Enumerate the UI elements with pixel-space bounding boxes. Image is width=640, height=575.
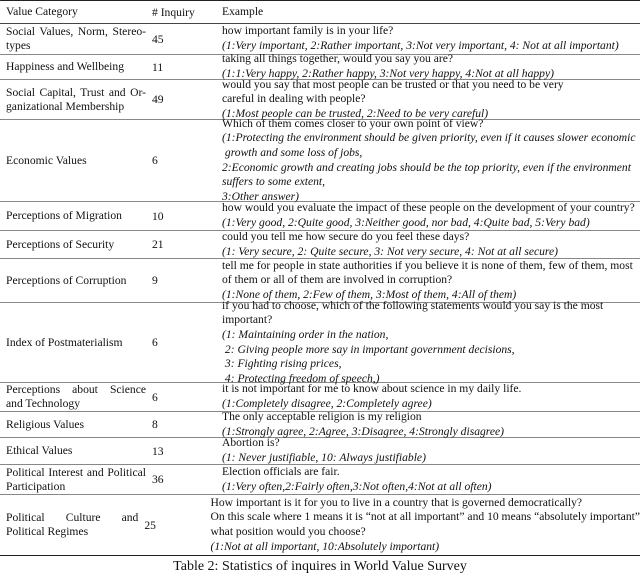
table-row xyxy=(0,412,640,438)
table-row xyxy=(0,438,640,465)
inquiry-count: 6 xyxy=(146,336,222,349)
table-row xyxy=(0,465,640,495)
example xyxy=(211,496,640,554)
inquiry-count: 6 xyxy=(146,391,222,404)
table-row xyxy=(0,120,640,202)
example-answer-options: 3: Fighting rising prices, xyxy=(222,357,640,372)
example-question: important? xyxy=(222,313,640,328)
example-answer-options: (1:1:Very happy, 2:Rather happy, 3:Not very happy, 4:Not at all happy) xyxy=(222,67,640,82)
inquiry-count: 11 xyxy=(146,61,222,74)
inquiry-count: 13 xyxy=(146,445,222,458)
table-row xyxy=(0,259,640,303)
example xyxy=(222,436,640,465)
table-row xyxy=(0,495,640,556)
example-question: how important family is in your life? xyxy=(222,24,640,39)
value-category: Political Interest and Political Participation xyxy=(0,466,146,494)
inquiry-count: 36 xyxy=(146,473,222,486)
example-answer-options: (1:Very important, 2:Rather important, 3:Not very important, 4: Not at all important) xyxy=(222,39,640,54)
example-question: The only acceptable religion is my religion xyxy=(222,410,640,425)
example-answer-options: 2: Giving people more say in important government decisions, xyxy=(222,343,640,358)
example-answer-options: growth and some loss of jobs, xyxy=(222,146,640,161)
header-example: Example xyxy=(222,5,640,20)
value-category: Political Culture and Political Regimes xyxy=(0,511,138,539)
inquiry-count: 49 xyxy=(146,93,222,106)
value-category: Perceptions of Security xyxy=(0,238,146,252)
value-category: Social Capital, Trust and Or-ganizational Membership xyxy=(0,86,146,114)
example-question: tell me for people in state authorities if you believe it is none of them, few of them, most xyxy=(222,259,640,274)
example-question: of them or all of them are involved in corruption? xyxy=(222,273,640,288)
example-question: would you say that most people can be trusted or that you need to be very xyxy=(222,78,640,93)
example-answer-options: (1:Completely disagree, 2:Completely agree) xyxy=(222,397,640,412)
table-caption: Table 2: Statistics of inquires in World Value Survey xyxy=(0,559,640,575)
value-category: Perceptions of Corruption xyxy=(0,274,146,288)
example-question: taking all things together, would you say you are? xyxy=(222,52,640,67)
example-answer-options: 3:Other answer) xyxy=(222,190,640,205)
example-answer-options: (1:Very often,2:Fairly often,3:Not often,4:Not at all often) xyxy=(222,480,640,495)
value-category: Index of Postmaterialism xyxy=(0,336,146,350)
example-question: could you tell me how secure do you feel these days? xyxy=(222,230,640,245)
example xyxy=(222,78,640,122)
example-answer-options: (1:None of them, 2:Few of them, 3:Most of them, 4:All of them) xyxy=(222,288,640,303)
value-category: Social Values, Norm, Stereo-types xyxy=(0,25,146,53)
inquiry-count: 21 xyxy=(146,238,222,251)
example-question: Abortion is? xyxy=(222,436,640,451)
value-category: Economic Values xyxy=(0,154,146,168)
header-inquiry: # Inquiry xyxy=(146,6,222,19)
example-answer-options: (1:Strongly agree, 2:Agree, 3:Disagree, 4:Strongly disagree) xyxy=(222,425,640,440)
example xyxy=(222,465,640,494)
example-question: Which of them comes closer to your own point of view? xyxy=(222,117,640,132)
inquiry-count: 9 xyxy=(146,274,222,287)
header-value-category: Value Category xyxy=(0,5,146,19)
example-answer-options: suffers to some extent, xyxy=(222,175,640,190)
value-category: Perceptions of Migration xyxy=(0,209,146,223)
table-row xyxy=(0,383,640,412)
example-question: what position would you choose? xyxy=(211,525,640,540)
inquiry-count: 10 xyxy=(146,210,222,223)
example-answer-options: 4: Protecting freedom of speech,) xyxy=(222,372,640,387)
example-question: Election officials are fair. xyxy=(222,465,640,480)
example-question: On this scale where 1 means it is “not at all important” and 10 means “absolutely important” xyxy=(211,510,640,525)
example-answer-options: (1: Never justifiable, 10: Always justifiable) xyxy=(222,451,640,466)
example-question: How important is it for you to live in a country that is governed democratically? xyxy=(211,496,640,511)
value-category: Religious Values xyxy=(0,418,146,432)
example-answer-options: (1:Not at all important, 10:Absolutely important) xyxy=(211,540,640,555)
inquiry-count: 8 xyxy=(146,418,222,431)
table-row xyxy=(0,24,640,55)
example-answer-options: (1:Very good, 2:Quite good, 3:Neither good, nor bad, 4:Quite bad, 5:Very bad) xyxy=(222,216,640,231)
example xyxy=(222,299,640,387)
inquiry-count: 45 xyxy=(146,33,222,46)
inquiry-count: 25 xyxy=(138,519,210,532)
example-question: careful in dealing with people? xyxy=(222,92,640,107)
table-header-row xyxy=(0,1,640,24)
table-row xyxy=(0,231,640,259)
example-answer-options: (1:Most people can be trusted, 2:Need to be very careful) xyxy=(222,107,640,122)
example-answer-options: (1: Very secure, 2: Quite secure, 3: Not very secure, 4: Not at all secure) xyxy=(222,245,640,260)
table-row xyxy=(0,303,640,383)
inquiry-count: 6 xyxy=(146,154,222,167)
value-category: Happiness and Wellbeing xyxy=(0,60,146,74)
example xyxy=(222,259,640,303)
example-answer-options: (1: Maintaining order in the nation, xyxy=(222,328,640,343)
table-row xyxy=(0,80,640,120)
example-answer-options: (1:Protecting the environment should be given priority, even if it causes slower economic xyxy=(222,131,640,146)
example xyxy=(222,24,640,53)
value-category: Ethical Values xyxy=(0,444,146,458)
example-question: it is not important for me to know about science in my daily life. xyxy=(222,382,640,397)
example xyxy=(222,410,640,439)
example xyxy=(222,230,640,259)
example-question: if you had to choose, which of the following statements would you say is the most xyxy=(222,299,640,314)
example xyxy=(222,201,640,230)
table-row xyxy=(0,202,640,231)
example xyxy=(222,117,640,205)
example-answer-options: 2:Economic growth and creating jobs should be the top priority, even if the environment xyxy=(222,161,640,176)
value-category: Perceptions about Science and Technology xyxy=(0,383,146,411)
example xyxy=(222,382,640,411)
example-question: how would you evaluate the impact of these people on the development of your country? xyxy=(222,201,640,216)
table-row xyxy=(0,55,640,80)
